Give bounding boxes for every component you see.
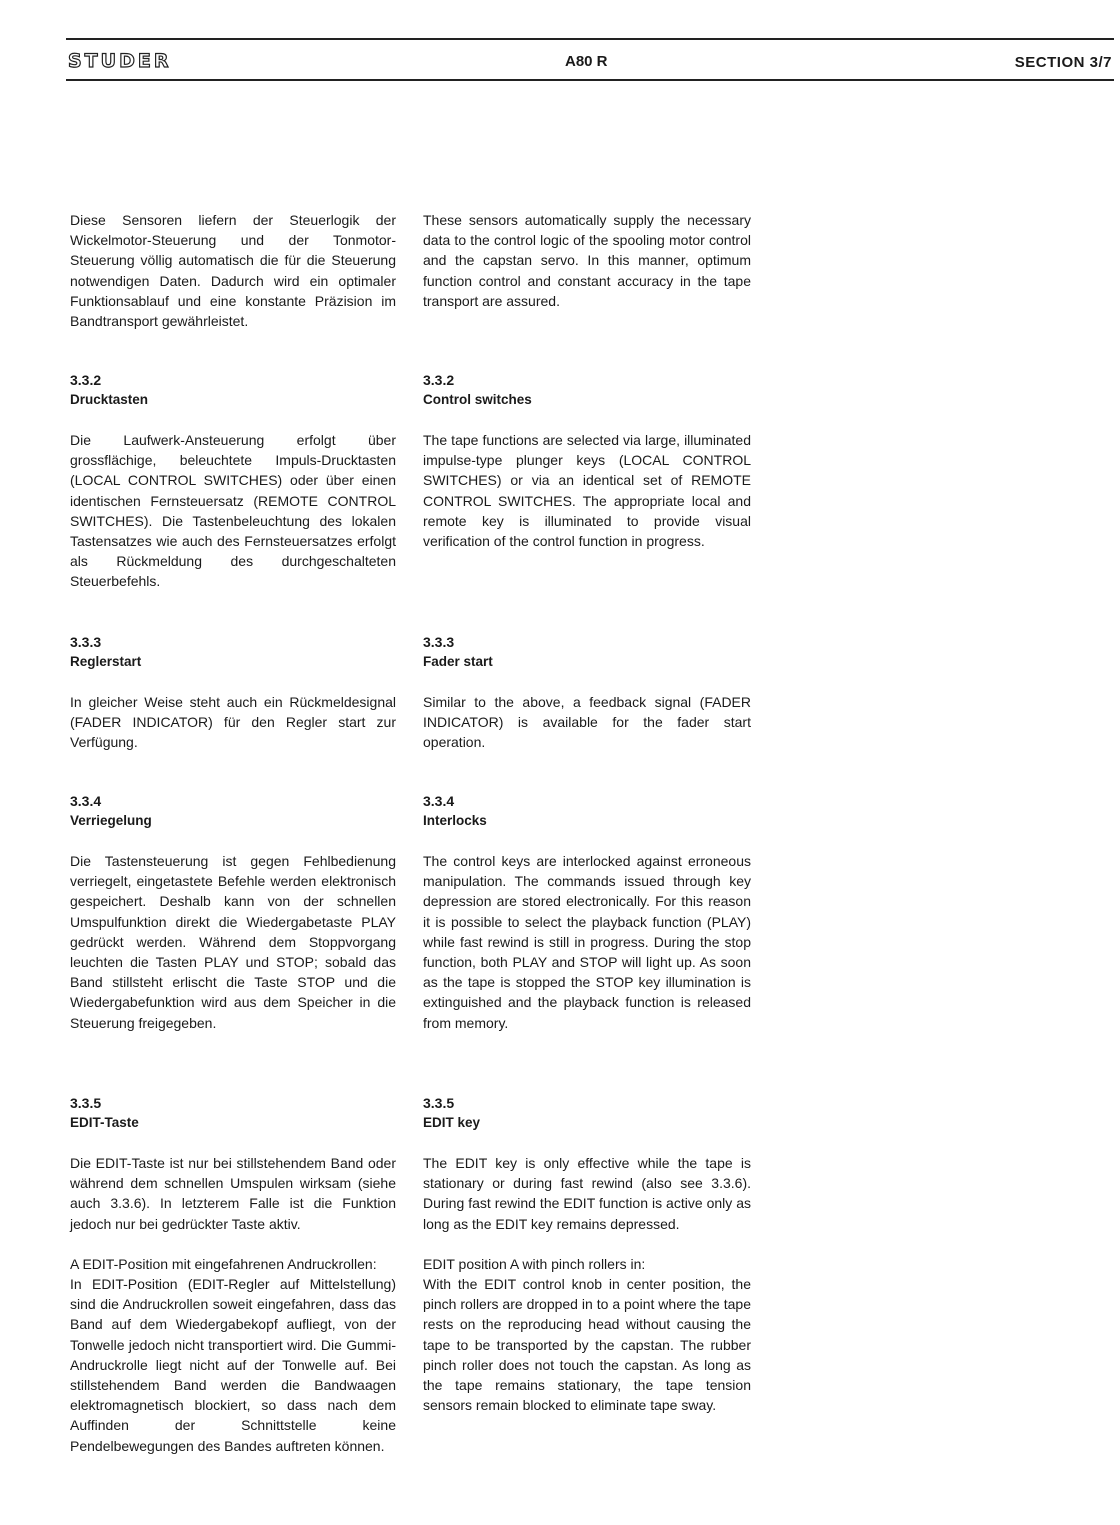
en-section-3-3-4 (423, 791, 751, 1033)
de-intro-block (70, 210, 396, 331)
de-3-3-3-number: 3.3.3 (70, 634, 102, 650)
de-section-3-3-4 (70, 791, 396, 1033)
en-3-3-5-title: EDIT key (423, 1115, 481, 1130)
en-3-3-4-text: The control keys are interlocked against erroneous manipulation. The commands issued through key depression are stored electronically. For this reason it is possible to select the playback function (PLAY) while fast rewind is still in progress. During the stop function, both PLAY and STOP will light up. As soon as the tape is stopped the STOP key illumination is extinguished and the playback function is released from memory. (423, 853, 751, 1031)
en-3-3-5-number: 3.3.5 (423, 1095, 455, 1111)
de-3-3-5-title: EDIT-Taste (70, 1115, 139, 1130)
de-3-3-2-text: Die Laufwerk-Ansteuerung erfolgt über grossflächige, beleuchtete Impuls-Drucktasten (LOCAL CONTROL SWITCHES) oder über einen identischen Fernsteuersatz (REMOTE CONTROL SWITCHES). Die Tastenbeleuchtung des lokalen Tastensatzes wie auch des Fernsteuersatzes erfolgt als Rückmeldung des durchgeschalteten Steuerbefehls. (70, 432, 396, 590)
de-3-3-5-number: 3.3.5 (70, 1095, 102, 1111)
de-3-3-4-text: Die Tastensteuerung ist gegen Fehlbedienung verriegelt, eingetastete Befehle werden elektronisch gespeichert. Deshalb kann von der schnellen Umspulfunktion direkt die Wiedergabetaste PLAY gedrückt werden. Während dem Stoppvorgang leuchten die Tasten PLAY und STOP; sobald das Band stillsteht erlischt die Taste STOP und die Wiedergabefunktion wird aus dem Speicher in die Steuerung freigegeben. (70, 853, 396, 1031)
en-section-3-3-2 (423, 370, 751, 551)
en-intro-text: These sensors automatically supply the necessary data to the control logic of the spooling motor control and the capstan servo. In this manner, optimum function control and constant accuracy in the tape transport are assured. (423, 212, 751, 309)
section-label: SECTION 3/7 (1014, 54, 1112, 71)
header-top-rule (66, 38, 1114, 40)
de-3-3-2-number: 3.3.2 (70, 372, 102, 388)
en-3-3-2-number: 3.3.2 (423, 372, 455, 388)
en-section-3-3-5 (423, 1093, 751, 1415)
en-3-3-3-number: 3.3.3 (423, 634, 455, 650)
de-section-3-3-3 (70, 632, 396, 753)
de-3-3-3-text: In gleicher Weise steht auch ein Rückmeldesignal (FADER INDICATOR) für den Regler start zur Verfügung. (70, 694, 396, 751)
header-bottom-rule (66, 79, 1114, 81)
en-edit-position-a-heading: EDIT position A with pinch rollers in: (423, 1255, 646, 1272)
en-3-3-3-text: Similar to the above, a feedback signal (FADER INDICATOR) is available for the fader start operation. (423, 694, 751, 751)
de-section-3-3-2 (70, 370, 396, 592)
en-3-3-3-title: Fader start (423, 654, 493, 669)
de-3-3-4-number: 3.3.4 (70, 793, 102, 809)
de-3-3-3-title: Reglerstart (70, 654, 142, 669)
en-3-3-2-title: Control switches (423, 392, 532, 407)
de-section-3-3-5 (70, 1093, 396, 1456)
en-3-3-4-title: Interlocks (423, 813, 487, 828)
en-edit-position-a-text: With the EDIT control knob in center position, the pinch rollers are dropped in to a point where the tape rests on the reproducing head without causing the tape to be transported by the capstan. The rubber pinch roller does not touch the capstan. As long as the tape remains stationary, the tape tension sensors remain blocked to eliminate tape sway. (423, 1276, 751, 1414)
en-3-3-4-number: 3.3.4 (423, 793, 455, 809)
de-3-3-5-text: Die EDIT-Taste ist nur bei stillstehendem Band oder während dem schnellen Umspulen wirksam (siehe auch 3.3.6). In letzterem Falle ist die Funktion jedoch nur bei gedrückter Taste aktiv. (70, 1155, 396, 1232)
en-3-3-2-text: The tape functions are selected via large, illuminated impulse-type plunger keys (LOCAL CONTROL SWITCHES) or via an identical set of REMOTE CONTROL SWITCHES. The appropriate local and remote key is illuminated to provide visual verification of the control function in progress. (423, 432, 751, 550)
en-intro-block (423, 210, 751, 311)
de-3-3-2-title: Drucktasten (70, 392, 149, 407)
studer-logo: STUDER (68, 50, 172, 72)
de-3-3-4-title: Verriegelung (70, 813, 152, 828)
en-3-3-5-text: The EDIT key is only effective while the tape is stationary or during fast rewind (also see 3.3.6). During fast rewind the EDIT function is active only as long as the EDIT key remains depressed. (423, 1155, 751, 1232)
de-intro-text: Diese Sensoren liefern der Steuerlogik der Wickelmotor-Steuerung und der Tonmotor-Steuerung völlig automatisch die für die Steuerung notwendigen Daten. Dadurch wird ein optimaler Funktionsablauf und eine konstante Präzision im Bandtransport gewährleistet. (70, 212, 396, 330)
model-title: A80 R (565, 53, 608, 70)
de-edit-position-a-heading: A EDIT-Position mit eingefahrenen Andruckrollen: (70, 1255, 377, 1272)
en-section-3-3-3 (423, 632, 751, 753)
de-edit-position-a-text: In EDIT-Position (EDIT-Regler auf Mittelstellung) sind die Andruckrollen soweit eingefahren, dass das Band auf dem Wiedergabekopf aufliegt, von der Tonwelle jedoch nicht transportiert wird. Die Gummi-Andruckrolle liegt nicht auf der Tonwelle auf. Bei stillstehendem Band werden die Bandwaagen elektromagnetisch blockiert, so dass nach dem Auffinden der Schnittstelle keine Pendelbewegungen des Bandes auftreten können. (70, 1276, 396, 1454)
